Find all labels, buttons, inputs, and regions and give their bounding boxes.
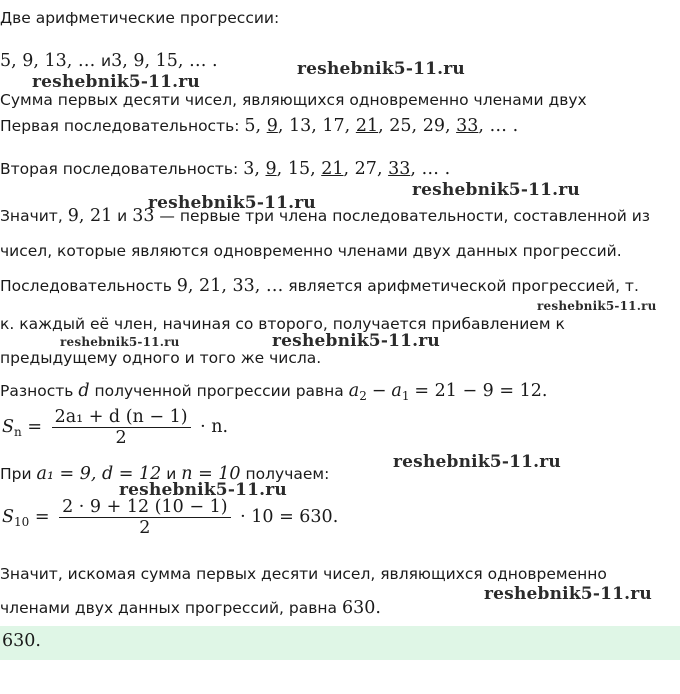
sequence-a: 5, 9, 13, …	[0, 51, 96, 71]
first-sequence-label: Первая последовательность:	[0, 117, 240, 135]
term: 27,	[354, 159, 383, 179]
intro-text: Две арифметические прогрессии:	[0, 9, 280, 27]
formula-tail: · 10 = 630.	[240, 507, 339, 527]
difference-line	[0, 380, 547, 407]
math-number: 33	[132, 206, 155, 226]
common-term: 21	[355, 116, 379, 136]
term: 25,	[389, 116, 418, 136]
watermark: reshebnik5-11.ru	[272, 331, 440, 351]
text: является арифметической прогрессией, т.	[288, 277, 639, 295]
watermark: reshebnik5-11.ru	[32, 72, 200, 92]
term: 15,	[287, 159, 316, 179]
subscript: 1	[401, 389, 410, 403]
common-term: 9	[265, 159, 277, 179]
math-sequence: 9, 21, 33, …	[176, 276, 284, 296]
fraction	[59, 497, 230, 538]
term: 5,	[244, 116, 262, 136]
paragraph-1-line-1	[0, 205, 650, 227]
math-variable: a	[391, 381, 402, 401]
answer-box	[0, 626, 680, 660]
subscript: n	[14, 425, 22, 439]
text: — первые три члена последовательности, составленной из	[159, 207, 651, 225]
comma: ,	[478, 116, 484, 136]
math-variable: S	[2, 507, 14, 527]
comma: ,	[410, 159, 416, 179]
numerator: 2 · 9 + 12 (10 − 1)	[62, 497, 228, 517]
sequence-b: 3, 9, 15, … .	[111, 51, 218, 71]
text: и	[117, 207, 128, 225]
equals-sign: =	[34, 507, 50, 527]
common-term: 21	[321, 159, 344, 179]
text: При	[0, 465, 32, 483]
first-sequence	[0, 115, 518, 137]
result-value: 630.	[341, 598, 381, 618]
common-term: 33	[456, 116, 479, 136]
math-values: a₁ = 9, d = 12	[36, 464, 162, 484]
numerator: 2a₁ + d (n − 1)	[54, 407, 188, 427]
comma: ,	[276, 159, 283, 179]
text: и	[166, 465, 177, 483]
math-variable: d	[78, 381, 90, 401]
paragraph-2-line-2: к. каждый её член, начиная со второго, получается прибавлением к	[0, 315, 565, 333]
subscript: 2	[359, 389, 367, 403]
common-term: 33	[388, 159, 411, 179]
text: Последовательность	[0, 277, 172, 295]
text: членами двух данных прогрессий, равна	[0, 599, 337, 617]
math-values: n = 10	[181, 464, 241, 484]
text: Значит,	[0, 207, 63, 225]
task-text: Сумма первых десяти чисел, являющихся одновременно членами двух	[0, 91, 587, 109]
equals-sign: =	[27, 417, 42, 437]
sum-formula	[2, 407, 228, 448]
comma: ,	[277, 116, 284, 136]
minus-sign: −	[371, 381, 387, 401]
watermark: reshebnik5-11.ru	[60, 335, 180, 349]
ellipsis: … .	[489, 116, 519, 136]
watermark: reshebnik5-11.ru	[484, 584, 652, 604]
subscript: 10	[14, 515, 30, 529]
math-variable: a	[348, 381, 360, 401]
watermark: reshebnik5-11.ru	[148, 193, 316, 213]
watermark: reshebnik5-11.ru	[297, 59, 465, 79]
term: 29,	[422, 116, 451, 136]
conclusion-line-2	[0, 597, 381, 619]
text: Разность	[0, 382, 74, 400]
s10-formula	[2, 497, 338, 538]
watermark: reshebnik5-11.ru	[393, 452, 561, 472]
difference-value: = 21 − 9 = 12.	[414, 381, 548, 401]
watermark: reshebnik5-11.ru	[412, 180, 580, 200]
paragraph-1-line-2: чисел, которые являются одновременно членами двух данных прогрессий.	[0, 242, 622, 260]
common-term: 9	[266, 116, 278, 136]
term: 13,	[288, 116, 317, 136]
and-word: и	[101, 52, 112, 70]
sequences-line	[0, 50, 218, 72]
denominator: 2	[59, 517, 230, 538]
fraction	[52, 407, 191, 448]
denominator: 2	[52, 427, 191, 448]
text: получаем:	[245, 465, 330, 483]
formula-tail: · n.	[200, 417, 229, 437]
term: 17,	[322, 116, 351, 136]
watermark: reshebnik5-11.ru	[119, 480, 287, 500]
comma: ,	[378, 116, 384, 136]
text: полученной прогрессии равна	[94, 382, 344, 400]
second-sequence-label: Вторая последовательность:	[0, 160, 239, 178]
math-numbers: 9, 21	[67, 206, 113, 226]
paragraph-2-line-3: предыдущему одного и того же числа.	[0, 349, 322, 367]
ellipsis: … .	[421, 159, 451, 179]
paragraph-2-line-1	[0, 275, 639, 297]
math-variable: S	[2, 417, 14, 437]
comma: ,	[343, 159, 350, 179]
watermark: reshebnik5-11.ru	[537, 299, 657, 313]
second-sequence	[0, 158, 450, 180]
conclusion-line-1: Значит, искомая сумма первых десяти чисел, являющихся одновременно	[0, 565, 607, 583]
term: 3,	[243, 159, 260, 179]
answer-value: 630.	[2, 631, 41, 651]
